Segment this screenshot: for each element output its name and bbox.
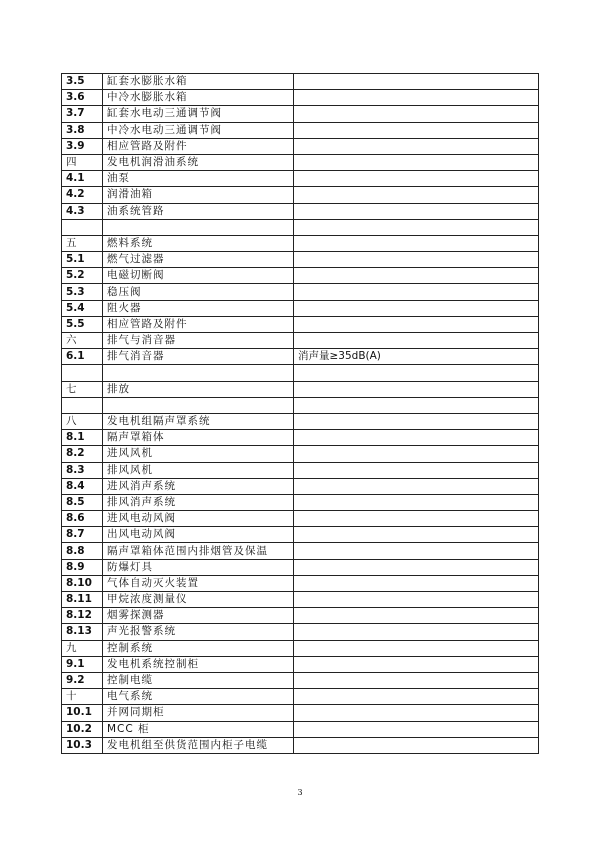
item-name-cell: 阻火器 bbox=[103, 300, 294, 316]
table-row bbox=[62, 122, 539, 138]
item-number-cell: 3.5 bbox=[62, 74, 103, 90]
table-row bbox=[62, 413, 539, 429]
item-number-cell: 10.3 bbox=[62, 737, 103, 753]
item-name-cell bbox=[103, 397, 294, 413]
table-row bbox=[62, 689, 539, 705]
item-number-cell: 10.2 bbox=[62, 721, 103, 737]
item-number-cell: 8.3 bbox=[62, 462, 103, 478]
table-row bbox=[62, 592, 539, 608]
item-name-cell: 控制系统 bbox=[103, 640, 294, 656]
item-name-cell: 烟雾探测器 bbox=[103, 608, 294, 624]
item-number-cell: 3.8 bbox=[62, 122, 103, 138]
table-row bbox=[62, 138, 539, 154]
item-note-cell bbox=[294, 300, 539, 316]
table-row bbox=[62, 721, 539, 737]
table-row bbox=[62, 268, 539, 284]
item-note-cell bbox=[294, 106, 539, 122]
table-row bbox=[62, 316, 539, 332]
item-note-cell bbox=[294, 90, 539, 106]
item-number-cell: 六 bbox=[62, 333, 103, 349]
item-number-cell: 四 bbox=[62, 154, 103, 170]
table-row bbox=[62, 494, 539, 510]
item-number-cell: 8.12 bbox=[62, 608, 103, 624]
table-row bbox=[62, 543, 539, 559]
item-note-cell bbox=[294, 478, 539, 494]
item-name-cell: 隔声罩箱体 bbox=[103, 430, 294, 446]
item-note-cell bbox=[294, 365, 539, 381]
item-name-cell: 中冷水膨胀水箱 bbox=[103, 90, 294, 106]
item-name-cell: 电气系统 bbox=[103, 689, 294, 705]
item-note-cell bbox=[294, 381, 539, 397]
item-name-cell: 进风电动风阀 bbox=[103, 511, 294, 527]
item-name-cell: 润滑油箱 bbox=[103, 187, 294, 203]
item-name-cell bbox=[103, 365, 294, 381]
table-row bbox=[62, 478, 539, 494]
item-number-cell bbox=[62, 397, 103, 413]
item-note-cell bbox=[294, 74, 539, 90]
item-number-cell: 8.9 bbox=[62, 559, 103, 575]
item-note-cell bbox=[294, 575, 539, 591]
item-number-cell: 8.13 bbox=[62, 624, 103, 640]
item-number-cell: 七 bbox=[62, 381, 103, 397]
item-name-cell: 油系统管路 bbox=[103, 203, 294, 219]
item-name-cell: 控制电缆 bbox=[103, 672, 294, 688]
item-name-cell: 相应管路及附件 bbox=[103, 316, 294, 332]
item-note-cell bbox=[294, 203, 539, 219]
item-name-cell: 相应管路及附件 bbox=[103, 138, 294, 154]
table-row bbox=[62, 381, 539, 397]
item-name-cell bbox=[103, 219, 294, 235]
item-note-cell bbox=[294, 559, 539, 575]
item-note-cell bbox=[294, 689, 539, 705]
item-note-cell bbox=[294, 397, 539, 413]
item-note-cell bbox=[294, 543, 539, 559]
item-name-cell: 发电机组至供货范围内柜子电缆 bbox=[103, 737, 294, 753]
item-note-cell bbox=[294, 122, 539, 138]
page-number: 3 bbox=[297, 788, 303, 797]
item-name-cell: 进风风机 bbox=[103, 446, 294, 462]
item-number-cell: 5.5 bbox=[62, 316, 103, 332]
item-name-cell: 燃料系统 bbox=[103, 235, 294, 251]
item-note-cell bbox=[294, 138, 539, 154]
table-row bbox=[62, 333, 539, 349]
item-number-cell: 8.6 bbox=[62, 511, 103, 527]
table-row bbox=[62, 171, 539, 187]
item-name-cell: 排气消音器 bbox=[103, 349, 294, 365]
item-name-cell: 排放 bbox=[103, 381, 294, 397]
table-row bbox=[62, 106, 539, 122]
item-number-cell: 9.1 bbox=[62, 656, 103, 672]
item-name-cell: 稳压阀 bbox=[103, 284, 294, 300]
item-number-cell: 3.9 bbox=[62, 138, 103, 154]
item-note-cell bbox=[294, 154, 539, 170]
item-number-cell: 8.11 bbox=[62, 592, 103, 608]
item-number-cell: 5.4 bbox=[62, 300, 103, 316]
table-row bbox=[62, 187, 539, 203]
item-name-cell: 气体自动灭火装置 bbox=[103, 575, 294, 591]
item-number-cell: 4.2 bbox=[62, 187, 103, 203]
item-number-cell: 8.5 bbox=[62, 494, 103, 510]
item-number-cell: 八 bbox=[62, 413, 103, 429]
item-name-cell: MCC 柜 bbox=[103, 721, 294, 737]
item-name-cell: 声光报警系统 bbox=[103, 624, 294, 640]
item-note-cell bbox=[294, 268, 539, 284]
item-number-cell: 5.3 bbox=[62, 284, 103, 300]
item-note-cell bbox=[294, 494, 539, 510]
item-note-cell bbox=[294, 413, 539, 429]
item-name-cell: 发电机润滑油系统 bbox=[103, 154, 294, 170]
item-number-cell: 3.7 bbox=[62, 106, 103, 122]
item-name-cell: 排风风机 bbox=[103, 462, 294, 478]
item-number-cell: 8.7 bbox=[62, 527, 103, 543]
item-number-cell bbox=[62, 365, 103, 381]
item-number-cell: 10.1 bbox=[62, 705, 103, 721]
table-row bbox=[62, 446, 539, 462]
item-note-cell bbox=[294, 527, 539, 543]
table-row bbox=[62, 462, 539, 478]
item-name-cell: 隔声罩箱体范围内排烟管及保温 bbox=[103, 543, 294, 559]
item-name-cell: 发电机组隔声罩系统 bbox=[103, 413, 294, 429]
item-number-cell: 8.10 bbox=[62, 575, 103, 591]
item-note-cell bbox=[294, 333, 539, 349]
item-number-cell: 5.1 bbox=[62, 252, 103, 268]
table-row bbox=[62, 672, 539, 688]
item-name-cell: 缸套水电动三通调节阀 bbox=[103, 106, 294, 122]
item-note-cell bbox=[294, 316, 539, 332]
equipment-scope-table bbox=[61, 73, 539, 754]
table-row bbox=[62, 640, 539, 656]
item-note-cell bbox=[294, 705, 539, 721]
item-number-cell bbox=[62, 219, 103, 235]
item-note-cell bbox=[294, 511, 539, 527]
item-note-cell bbox=[294, 656, 539, 672]
item-number-cell: 6.1 bbox=[62, 349, 103, 365]
table-row bbox=[62, 284, 539, 300]
item-note-cell: 消声量≥35dB(A) bbox=[294, 349, 539, 365]
item-note-cell bbox=[294, 252, 539, 268]
table-row bbox=[62, 300, 539, 316]
item-number-cell: 4.1 bbox=[62, 171, 103, 187]
table-row bbox=[62, 252, 539, 268]
item-note-cell bbox=[294, 592, 539, 608]
item-name-cell: 排气与消音器 bbox=[103, 333, 294, 349]
item-note-cell bbox=[294, 430, 539, 446]
item-number-cell: 3.6 bbox=[62, 90, 103, 106]
item-note-cell bbox=[294, 462, 539, 478]
table-row bbox=[62, 74, 539, 90]
item-name-cell: 燃气过滤器 bbox=[103, 252, 294, 268]
item-note-cell bbox=[294, 219, 539, 235]
table-row bbox=[62, 511, 539, 527]
item-number-cell: 8.1 bbox=[62, 430, 103, 446]
item-note-cell bbox=[294, 171, 539, 187]
item-name-cell: 防爆灯具 bbox=[103, 559, 294, 575]
item-number-cell: 五 bbox=[62, 235, 103, 251]
table-row bbox=[62, 365, 539, 381]
item-name-cell: 电磁切断阀 bbox=[103, 268, 294, 284]
table-row bbox=[62, 430, 539, 446]
item-note-cell bbox=[294, 737, 539, 753]
item-note-cell bbox=[294, 721, 539, 737]
table-row bbox=[62, 705, 539, 721]
item-number-cell: 5.2 bbox=[62, 268, 103, 284]
table-row bbox=[62, 656, 539, 672]
table-row bbox=[62, 203, 539, 219]
table-row bbox=[62, 624, 539, 640]
item-number-cell: 8.4 bbox=[62, 478, 103, 494]
item-note-cell bbox=[294, 624, 539, 640]
item-note-cell bbox=[294, 235, 539, 251]
table-row bbox=[62, 90, 539, 106]
table-row bbox=[62, 219, 539, 235]
table-row bbox=[62, 349, 539, 365]
item-name-cell: 发电机系统控制柜 bbox=[103, 656, 294, 672]
item-note-cell bbox=[294, 672, 539, 688]
item-number-cell: 8.8 bbox=[62, 543, 103, 559]
table-row bbox=[62, 527, 539, 543]
item-number-cell: 九 bbox=[62, 640, 103, 656]
table-row bbox=[62, 559, 539, 575]
table-body bbox=[62, 74, 539, 754]
item-note-cell bbox=[294, 640, 539, 656]
table-row bbox=[62, 575, 539, 591]
table-row bbox=[62, 154, 539, 170]
item-note-cell bbox=[294, 284, 539, 300]
item-name-cell: 出风电动风阀 bbox=[103, 527, 294, 543]
table-row bbox=[62, 235, 539, 251]
item-name-cell: 甲烷浓度测量仪 bbox=[103, 592, 294, 608]
item-number-cell: 8.2 bbox=[62, 446, 103, 462]
table-row bbox=[62, 608, 539, 624]
item-number-cell: 4.3 bbox=[62, 203, 103, 219]
item-name-cell: 进风消声系统 bbox=[103, 478, 294, 494]
item-number-cell: 9.2 bbox=[62, 672, 103, 688]
item-name-cell: 缸套水膨胀水箱 bbox=[103, 74, 294, 90]
item-name-cell: 油泵 bbox=[103, 171, 294, 187]
item-note-cell bbox=[294, 608, 539, 624]
item-name-cell: 排风消声系统 bbox=[103, 494, 294, 510]
item-number-cell: 十 bbox=[62, 689, 103, 705]
table-row bbox=[62, 397, 539, 413]
item-name-cell: 并网同期柜 bbox=[103, 705, 294, 721]
item-name-cell: 中冷水电动三通调节阀 bbox=[103, 122, 294, 138]
table-row bbox=[62, 737, 539, 753]
item-note-cell bbox=[294, 187, 539, 203]
item-note-cell bbox=[294, 446, 539, 462]
